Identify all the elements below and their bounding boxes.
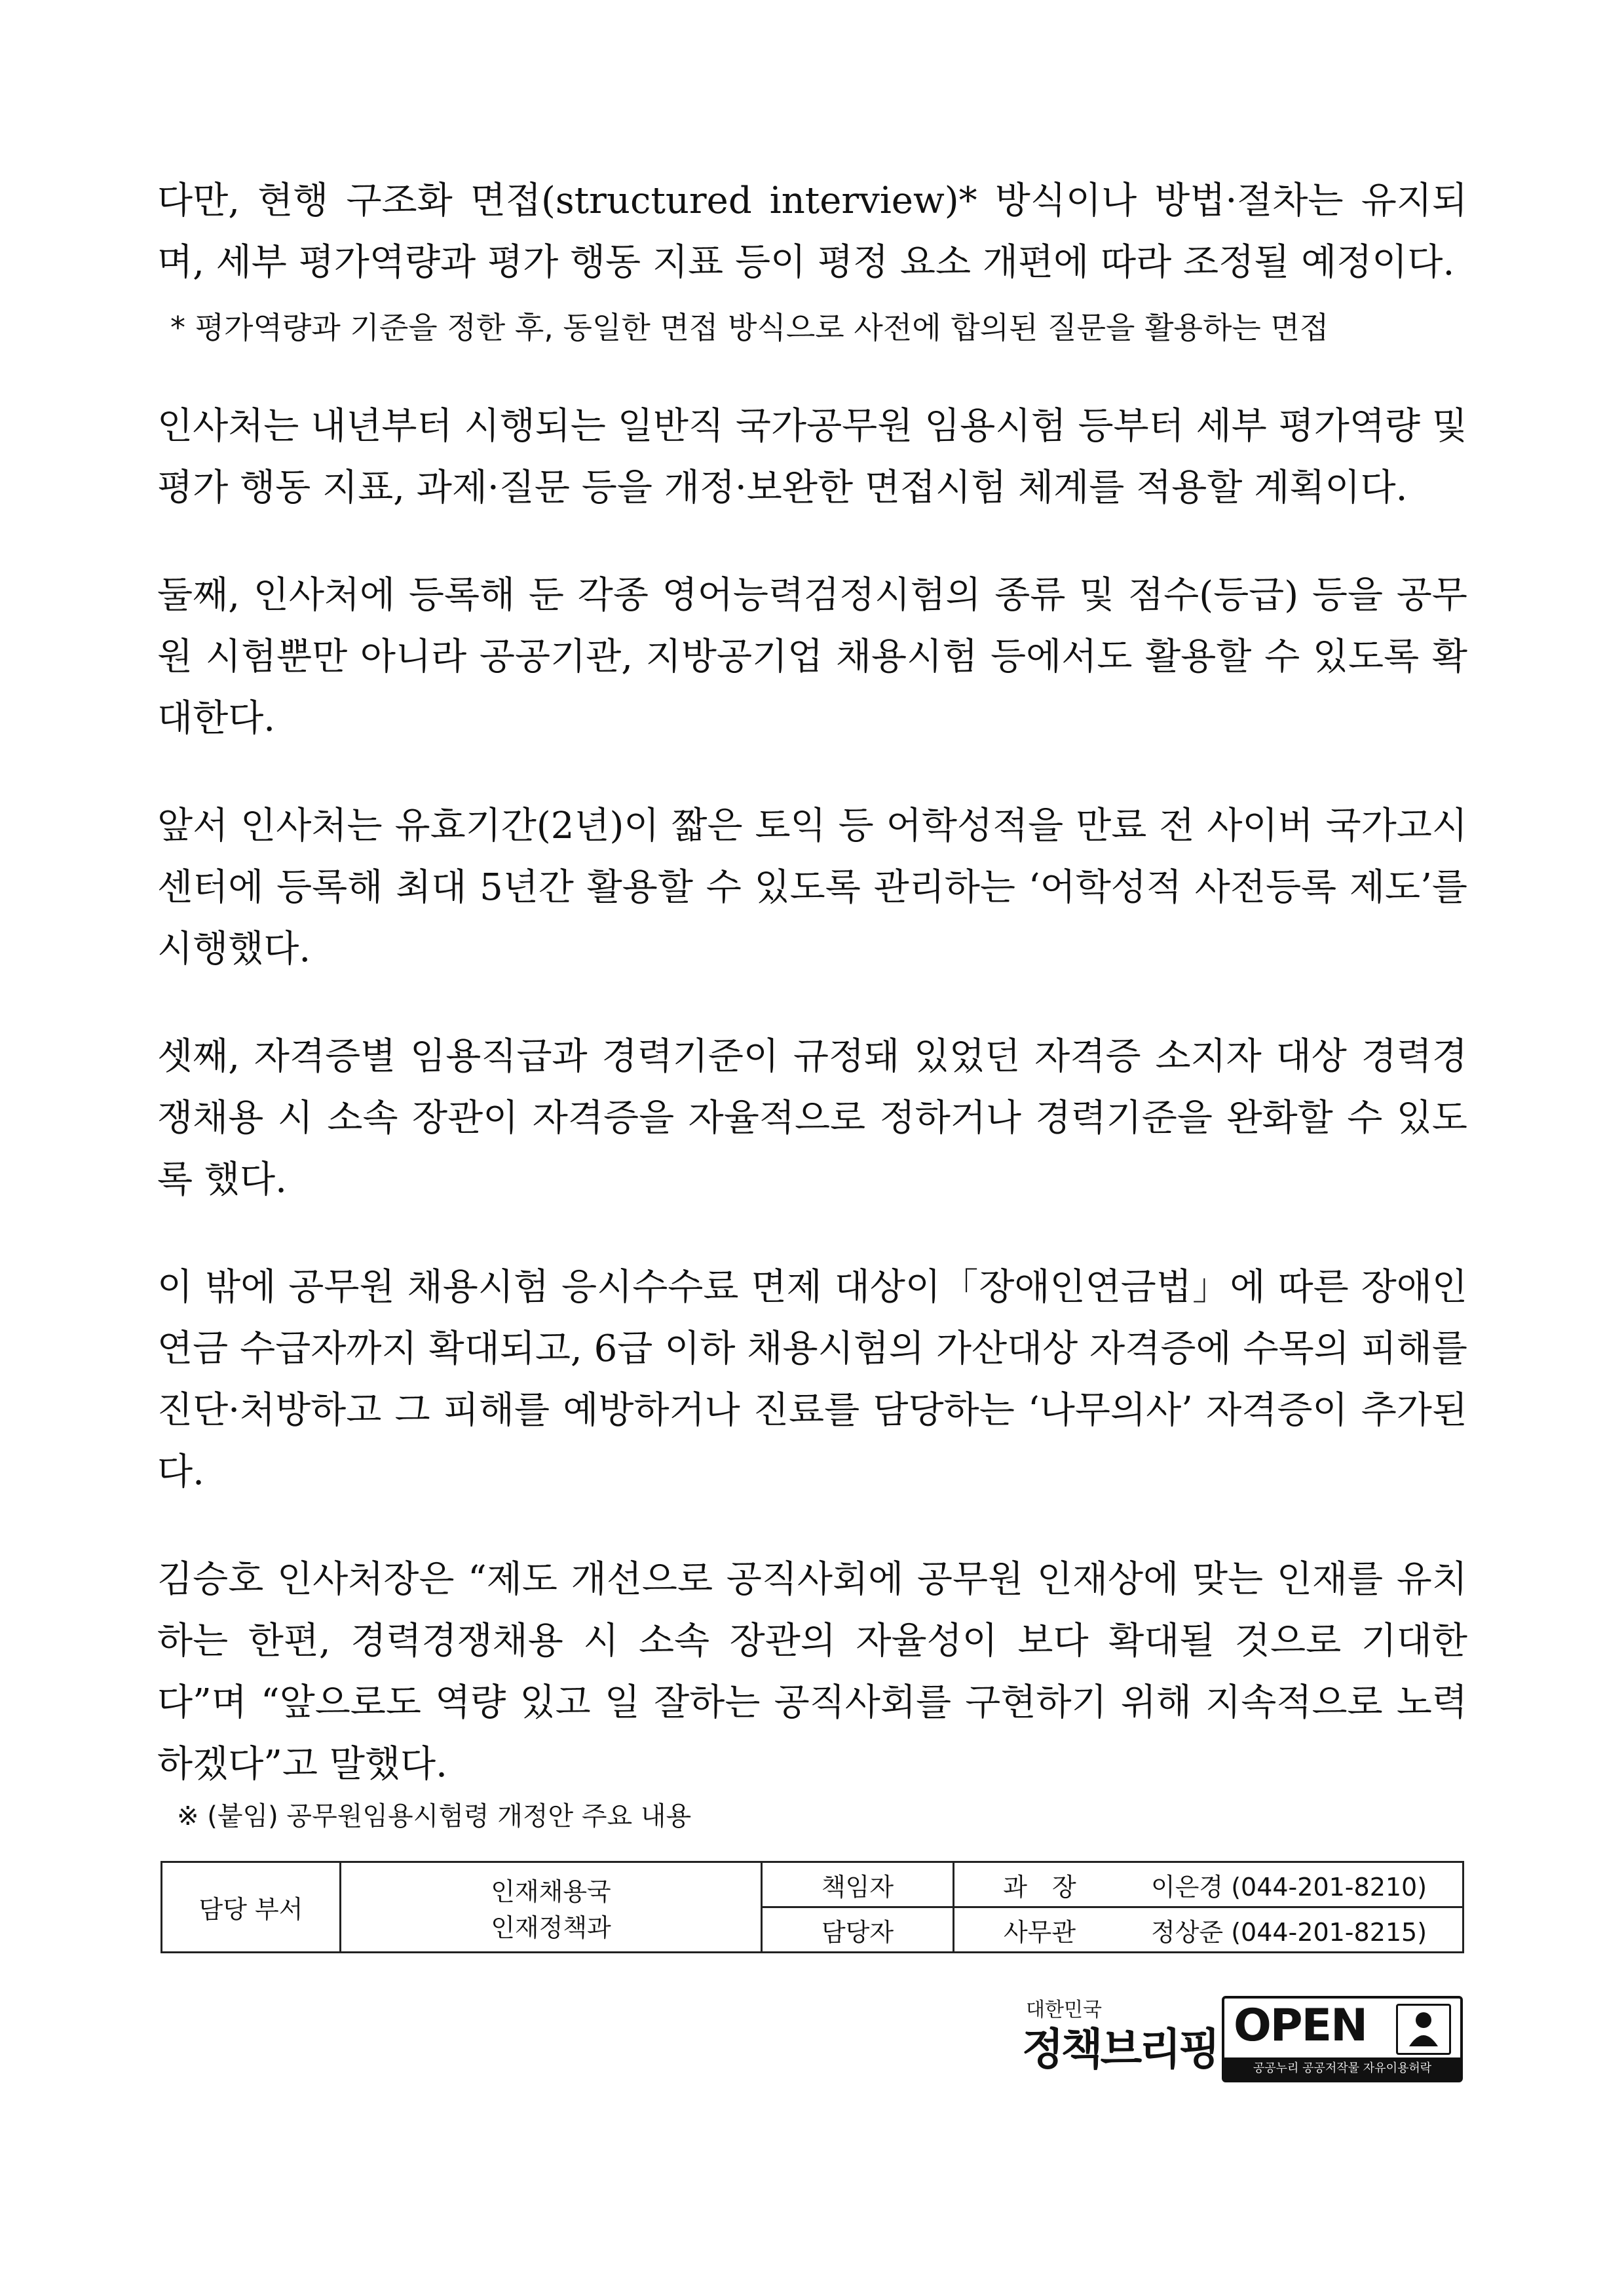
paragraph-1: 다만, 현행 구조화 면접(structured interview)* 방식이나 방법·절차는 유지되며, 세부 평가역량과 평가 행동 지표 등이 평정 요소 개편에 따라 조정될 예정이다. [157,180,1467,284]
paragraph-4: 앞서 인사처는 유효기간(2년)이 짧은 토익 등 어학성적을 만료 전 사이버 국가고시센터에 등록해 최대 5년간 활용할 수 있도록 관리하는 ‘어학성적 사전등록 제도’를 시행했다. [157,805,1467,970]
person-manager: 이은경 (044-201-8210) [1125,1862,1463,1907]
body-text [157,170,1467,1841]
logo-small-text: 대한민국 [1026,1999,1102,2021]
person-icon [1396,2004,1451,2055]
paragraph-5: 셋째, 자격증별 임용직급과 경력기준이 규정돼 있었던 자격증 소지자 대상 경력경쟁채용 시 소속 장관이 자격증을 자율적으로 정하거나 경력기준을 완화할 수 있도록 했다. [157,1035,1467,1201]
kogl-open-badge [1222,1996,1463,2082]
person-staff: 정상준 (044-201-8215) [1125,1907,1463,1953]
open-bar-text: 공공누리 공공저작물 자유이용허락 [1224,2057,1460,2080]
title-manager: 과 장 [954,1862,1125,1907]
dept-label: 담당 부서 [162,1862,341,1953]
footnote: * 평가역량과 기준을 정한 후, 동일한 면접 방식으로 사전에 합의된 질문을 활용하는 면접 [170,310,1329,345]
footer-logos [1022,1992,1454,2084]
open-text: OPEN [1234,2000,1367,2052]
dept-line-2: 인재정책과 [491,1913,611,1942]
role-manager: 책임자 [762,1862,954,1907]
dept-name [341,1862,762,1953]
attachment-note: ※ (붙임) 공무원임용시험령 개정안 주요 내용 [177,1801,692,1831]
title-staff: 사무관 [954,1907,1125,1953]
role-staff: 담당자 [762,1907,954,1953]
logo-big-text: 정책브리핑 [1022,2024,1218,2075]
paragraph-6: 이 밖에 공무원 채용시험 응시수수료 면제 대상이「장애인연금법」에 따른 장애인연금 수급자까지 확대되고, 6급 이하 채용시험의 가산대상 자격증에 수목의 피해를 진단·처방하고 그 피해를 예방하거나 진료를 담당하는 ‘나무의사’ 자격증이 추가된다. [157,1266,1467,1493]
dept-line-1: 인재채용국 [491,1877,611,1906]
paragraph-2: 인사처는 내년부터 시행되는 일반직 국가공무원 임용시험 등부터 세부 평가역량 및 평가 행동 지표, 과제·질문 등을 개정·보완한 면접시험 체계를 적용할 계획이다. [157,405,1467,509]
contact-table [161,1861,1464,1953]
paragraph-7: 김승호 인사처장은 “제도 개선으로 공직사회에 공무원 인재상에 맞는 인재를 유치하는 한편, 경력경쟁채용 시 소속 장관의 자율성이 보다 확대될 것으로 기대한다”며 “앞으로도 역량 있고 일 잘하는 공직사회를 구현하기 위해 지속적으로 노력하겠다”고 말했다. [157,1558,1467,1786]
paragraph-3: 둘째, 인사처에 등록해 둔 각종 영어능력검정시험의 종류 및 점수(등급) 등을 공무원 시험뿐만 아니라 공공기관, 지방공기업 채용시험 등에서도 활용할 수 있도록 확대한다. [157,574,1467,740]
